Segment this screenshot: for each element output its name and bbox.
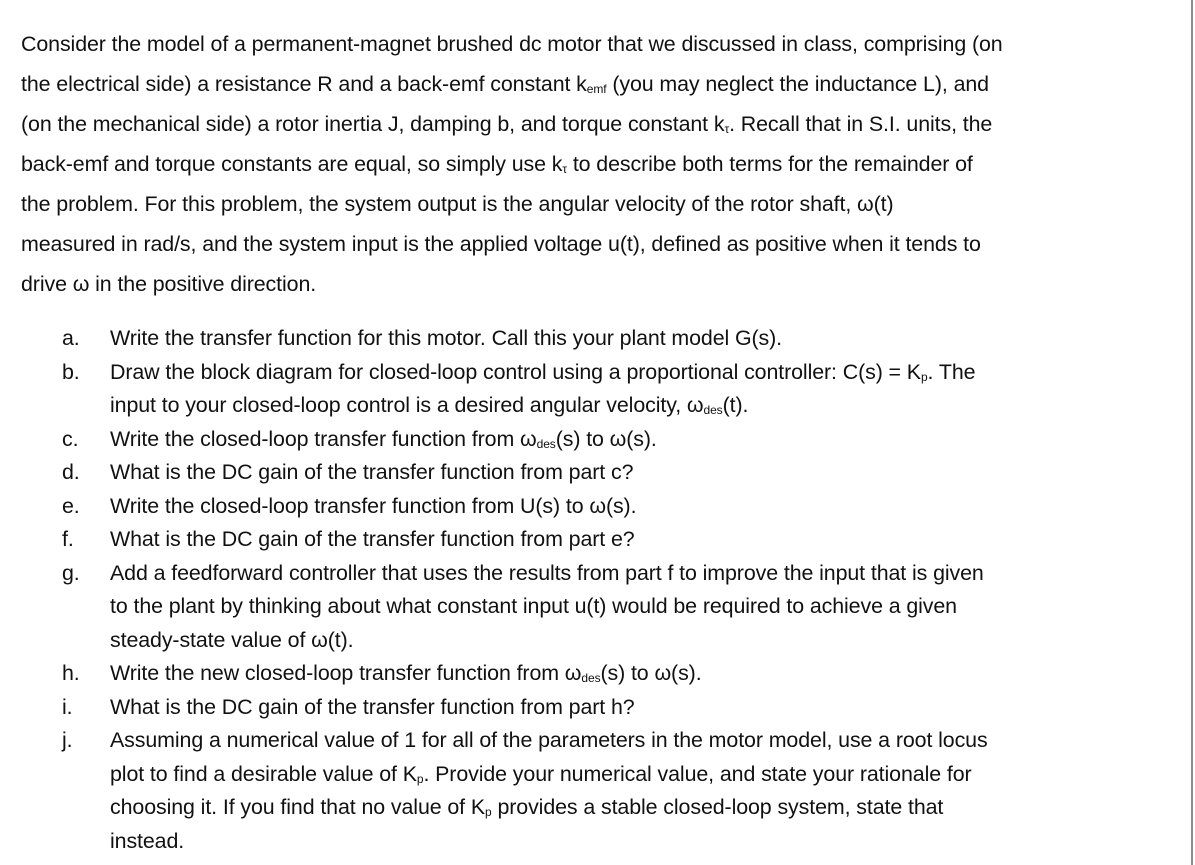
text-segment: (on the mechanical side) a rotor inertia J, damping b, and torque constant k (21, 112, 725, 136)
text-segment: Write the new closed-loop transfer function from ω (110, 661, 582, 685)
intro-line (21, 224, 1181, 264)
text-segment: input to your closed-loop control is a desired angular velocity, ω (110, 393, 704, 417)
question-letter: c. (62, 426, 79, 451)
intro-paragraph (21, 24, 1181, 304)
question-line (110, 624, 1195, 658)
intro-line (21, 24, 1181, 64)
intro-line (21, 64, 1181, 104)
question-letter: b. (62, 359, 80, 384)
intro-line (21, 144, 1181, 184)
text-segment: . The (927, 359, 976, 384)
text-segment: (s) to ω(s). (600, 661, 702, 685)
text-segment: to the plant by thinking about what constant input u(t) would be required to achieve a given (110, 594, 957, 618)
question-item (0, 490, 1195, 524)
question-letter: f. (62, 527, 74, 551)
intro-line (21, 104, 1181, 144)
question-item (0, 423, 1195, 457)
text-segment: Write the closed-loop transfer function from ω (110, 426, 537, 451)
text-segment: the electrical side) a resistance R and a back-emf constant k (21, 72, 587, 96)
text-segment: Consider the model of a permanent-magnet brushed dc motor that we discussed in class, comprising (on (21, 32, 1003, 56)
text-segment: Write the transfer function for this motor. Call this your plant model G(s). (110, 326, 783, 350)
text-segment: the problem. For this problem, the system output is the angular velocity of the rotor shaft, ω(t) (21, 192, 894, 216)
intro-line (21, 264, 1181, 304)
text-segment: What is the DC gain of the transfer function from part e? (110, 527, 635, 551)
question-letter: d. (62, 460, 80, 484)
question-line (110, 523, 1195, 557)
question-line (110, 791, 1195, 825)
question-item (0, 356, 1195, 423)
question-item (0, 724, 1195, 858)
subscript-text: p (416, 771, 424, 786)
text-segment: (you may neglect the inductance L), and (606, 72, 989, 96)
subscript-text: emf (586, 82, 607, 96)
question-letter: h. (62, 661, 80, 685)
question-line (110, 490, 1195, 524)
text-segment: (s) to ω(s). (555, 426, 657, 451)
text-segment: to describe both terms for the remainder of (566, 152, 973, 176)
text-segment: Add a feedforward controller that uses the results from part f to improve the input that is given (110, 560, 984, 585)
subscript-text: τ (724, 122, 730, 136)
question-item (0, 557, 1195, 658)
text-segment: Assuming a numerical value of 1 for all of the parameters in the motor model, use a root locus (110, 728, 988, 752)
text-segment: back-emf and torque constants are equal, so simply use k (21, 152, 563, 176)
question-line (110, 456, 1195, 490)
subscript-text: τ (562, 162, 567, 176)
text-segment: Draw the block diagram for closed-loop control using a proportional controller: C(s) = K (110, 359, 921, 384)
subscript-text: p (485, 805, 492, 819)
text-segment: (t). (722, 393, 749, 417)
question-letter: j. (62, 728, 73, 752)
text-segment: steady-state value of ω(t). (110, 627, 354, 652)
text-segment: . Provide your numerical value, and state your rationale for (423, 761, 972, 786)
question-line (110, 557, 1195, 591)
question-letter: e. (62, 493, 80, 518)
question-item (0, 657, 1195, 691)
text-segment: drive ω in the positive direction. (21, 272, 317, 296)
text-segment: Write the closed-loop transfer function from U(s) to ω(s). (110, 493, 637, 518)
question-item (0, 322, 1195, 356)
question-line (110, 423, 1195, 457)
text-segment: instead. (110, 828, 185, 853)
subscript-text: des (581, 671, 601, 685)
text-segment: choosing it. If you find that no value of K (110, 795, 486, 819)
text-segment: provides a stable closed-loop system, state that (491, 795, 944, 819)
text-segment: . Recall that in S.I. units, the (729, 112, 993, 136)
question-item (0, 456, 1195, 490)
question-line (110, 590, 1195, 624)
text-segment: What is the DC gain of the transfer function from part h? (110, 694, 635, 719)
question-line (110, 657, 1195, 691)
text-segment: plot to find a desirable value of K (110, 761, 417, 786)
question-line (110, 691, 1195, 725)
question-line (110, 356, 1195, 390)
question-line (110, 758, 1195, 792)
question-item (0, 523, 1195, 557)
question-line (110, 322, 1195, 356)
text-segment: What is the DC gain of the transfer function from part c? (110, 460, 634, 484)
subscript-text: des (536, 436, 556, 451)
question-line (110, 825, 1195, 859)
question-letter: i. (62, 694, 73, 719)
intro-line (21, 184, 1181, 224)
subscript-text: des (703, 403, 723, 417)
question-letter: a. (62, 326, 80, 350)
question-line (110, 724, 1195, 758)
question-list (0, 322, 1195, 858)
text-segment: measured in rad/s, and the system input is the applied voltage u(t), defined as positive when it tends to (21, 232, 981, 256)
question-item (0, 691, 1195, 725)
question-line (110, 389, 1195, 423)
subscript-text: p (920, 369, 928, 384)
question-letter: g. (62, 560, 80, 585)
